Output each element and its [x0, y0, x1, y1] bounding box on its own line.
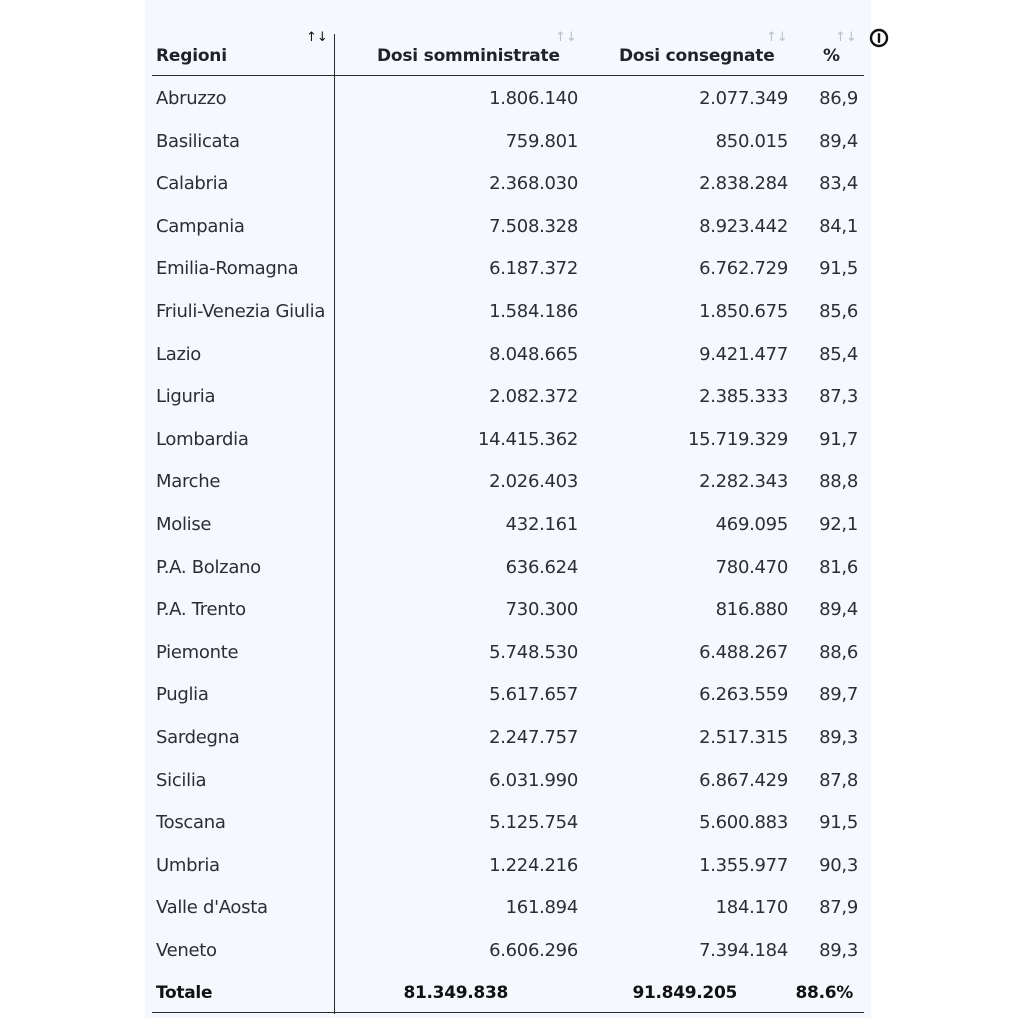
column-header-percent[interactable]: % [823, 46, 840, 66]
cell-delivered: 9.421.477 [699, 343, 788, 365]
cell-percent: 89,3 [819, 726, 858, 748]
cell-percent: 90,3 [819, 854, 858, 876]
table-bottom-border [152, 1012, 864, 1013]
cell-administered: 2.368.030 [489, 173, 578, 195]
table-row [0, 674, 1017, 717]
cell-region: Sicilia [156, 769, 207, 791]
cell-percent: 86,9 [819, 88, 858, 109]
cell-percent: 83,4 [819, 173, 858, 195]
table-row [0, 206, 1017, 249]
cell-administered: 2.082.372 [489, 386, 578, 408]
cell-administered: 6.031.990 [489, 769, 578, 791]
cell-delivered: 15.719.329 [687, 428, 788, 450]
sort-arrows-icon[interactable]: ↑↓ [306, 30, 328, 45]
table-row [0, 887, 1017, 930]
table-row [0, 334, 1017, 377]
cell-percent: 88,6 [819, 641, 858, 663]
cell-region: Puglia [156, 684, 209, 706]
cell-administered: 5.617.657 [489, 684, 578, 706]
cell-administered: 5.125.754 [489, 812, 578, 834]
cell-percent: 85,4 [819, 343, 858, 365]
cell-delivered: 850.015 [715, 130, 788, 152]
cell-percent: 84,1 [819, 215, 858, 237]
cell-region: Abruzzo [156, 88, 227, 109]
cell-administered: 14.415.362 [477, 428, 578, 450]
cell-region: Emilia-Romagna [156, 258, 299, 280]
total-administered: 81.349.838 [403, 983, 508, 1004]
cell-delivered: 2.517.315 [699, 726, 788, 748]
cell-delivered: 469.095 [715, 513, 788, 535]
cell-administered: 2.247.757 [489, 726, 578, 748]
cell-delivered: 6.762.729 [699, 258, 788, 280]
table-row [0, 419, 1017, 462]
cell-administered: 2.026.403 [489, 471, 578, 493]
cell-region: P.A. Bolzano [156, 556, 261, 578]
cell-percent: 89,3 [819, 939, 858, 961]
cell-percent: 87,9 [819, 897, 858, 919]
table-row [0, 78, 1017, 121]
table-row [0, 121, 1017, 164]
cell-administered: 1.584.186 [489, 300, 578, 322]
cell-delivered: 6.867.429 [699, 769, 788, 791]
cell-region: Basilicata [156, 130, 240, 152]
sort-arrows-icon[interactable]: ↑↓ [835, 30, 857, 45]
sort-arrows-icon[interactable]: ↑↓ [766, 30, 788, 45]
cell-region: Liguria [156, 386, 216, 408]
cell-administered: 730.300 [505, 599, 578, 621]
table-row [0, 163, 1017, 206]
cell-delivered: 816.880 [715, 599, 788, 621]
cell-administered: 759.801 [505, 130, 578, 152]
cell-percent: 89,4 [819, 599, 858, 621]
cell-percent: 85,6 [819, 300, 858, 322]
cell-region: Lazio [156, 343, 202, 365]
cell-percent: 91,7 [819, 428, 858, 450]
total-percent: 88.6% [795, 983, 853, 1004]
cell-percent: 87,8 [819, 769, 858, 791]
cell-region: Molise [156, 513, 212, 535]
cell-percent: 88,8 [819, 471, 858, 493]
cell-delivered: 2.077.349 [699, 88, 788, 109]
cell-delivered: 2.385.333 [699, 386, 788, 408]
table-row [0, 930, 1017, 973]
cell-percent: 81,6 [819, 556, 858, 578]
cell-region: Campania [156, 215, 245, 237]
info-icon[interactable] [869, 28, 889, 48]
cell-delivered: 780.470 [715, 556, 788, 578]
cell-region: Umbria [156, 854, 220, 876]
cell-percent: 92,1 [819, 513, 858, 535]
cell-region: Piemonte [156, 641, 239, 663]
table-row [0, 717, 1017, 760]
table-body [0, 78, 1017, 1015]
cell-administered: 8.048.665 [489, 343, 578, 365]
table-row [0, 547, 1017, 590]
cell-delivered: 1.850.675 [699, 300, 788, 322]
table-row [0, 802, 1017, 845]
table-row [0, 291, 1017, 334]
header-divider [152, 75, 864, 76]
sort-arrows-icon[interactable]: ↑↓ [555, 30, 577, 45]
cell-region: Valle d'Aosta [156, 897, 268, 919]
cell-region: Sardegna [156, 726, 240, 748]
cell-administered: 636.624 [505, 556, 578, 578]
table-row [0, 760, 1017, 803]
column-header-dosi-somministrate[interactable]: Dosi somministrate [377, 46, 560, 66]
column-header-dosi-consegnate[interactable]: Dosi consegnate [619, 46, 775, 66]
cell-delivered: 5.600.883 [699, 812, 788, 834]
total-delivered: 91.849.205 [632, 983, 737, 1004]
cell-region: Veneto [156, 939, 217, 961]
cell-percent: 91,5 [819, 258, 858, 280]
cell-region: Toscana [156, 812, 226, 834]
cell-delivered: 6.488.267 [699, 641, 788, 663]
table-row [0, 589, 1017, 632]
cell-percent: 89,7 [819, 684, 858, 706]
cell-administered: 5.748.530 [489, 641, 578, 663]
cell-percent: 87,3 [819, 386, 858, 408]
cell-percent: 91,5 [819, 812, 858, 834]
table-row [0, 632, 1017, 675]
table-row [0, 248, 1017, 291]
column-header-regioni[interactable]: Regioni [156, 46, 227, 66]
cell-administered: 1.806.140 [489, 88, 578, 109]
cell-delivered: 8.923.442 [699, 215, 788, 237]
table-row [0, 845, 1017, 888]
table-row [0, 461, 1017, 504]
cell-percent: 89,4 [819, 130, 858, 152]
cell-delivered: 2.282.343 [699, 471, 788, 493]
cell-region: Calabria [156, 173, 229, 195]
cell-administered: 1.224.216 [489, 854, 578, 876]
cell-delivered: 7.394.184 [699, 939, 788, 961]
cell-administered: 6.187.372 [489, 258, 578, 280]
cell-administered: 432.161 [505, 513, 578, 535]
table-row [0, 504, 1017, 547]
cell-region: Marche [156, 471, 221, 493]
cell-delivered: 184.170 [715, 897, 788, 919]
total-row [0, 972, 1017, 1015]
cell-region: P.A. Trento [156, 599, 246, 621]
table-row [0, 376, 1017, 419]
cell-administered: 6.606.296 [489, 939, 578, 961]
cell-delivered: 2.838.284 [699, 173, 788, 195]
cell-administered: 7.508.328 [489, 215, 578, 237]
cell-region: Friuli-Venezia Giulia [156, 300, 326, 322]
cell-delivered: 1.355.977 [699, 854, 788, 876]
cell-administered: 161.894 [505, 897, 578, 919]
total-label: Totale [156, 983, 213, 1004]
cell-region: Lombardia [156, 428, 249, 450]
cell-delivered: 6.263.559 [699, 684, 788, 706]
